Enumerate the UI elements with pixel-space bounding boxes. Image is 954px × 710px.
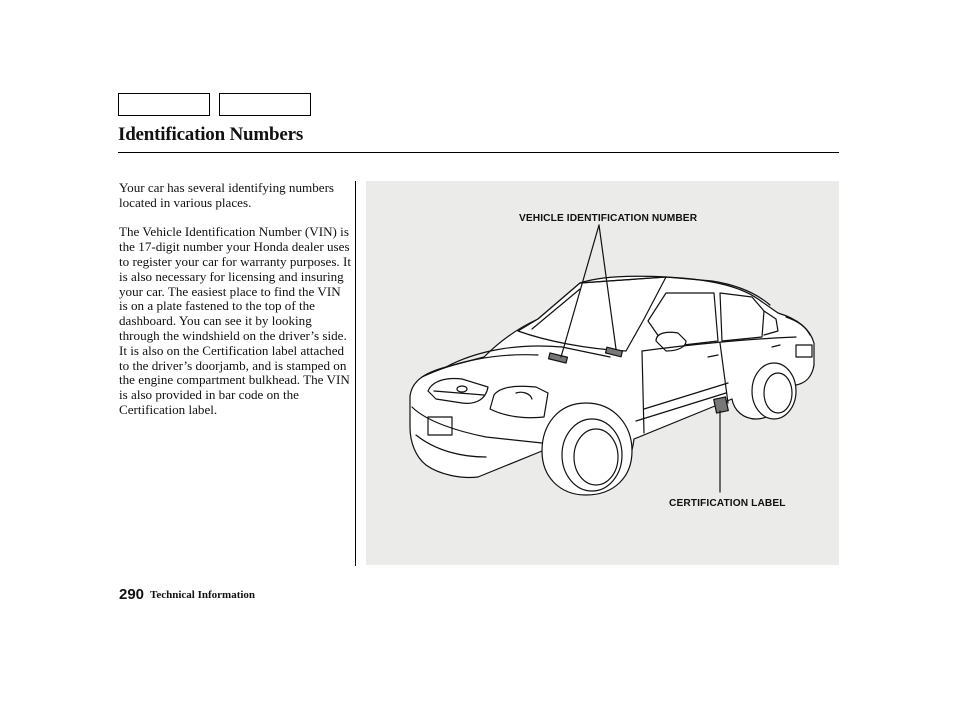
front-wheel <box>542 403 632 495</box>
page-number: 290 <box>119 586 145 603</box>
vin-callout-label: VEHICLE IDENTIFICATION NUMBER <box>519 213 698 224</box>
vin-location-figure <box>366 181 839 565</box>
certification-label-marker <box>714 397 729 413</box>
nav-tab-previous[interactable] <box>118 93 210 116</box>
certification-callout-label: CERTIFICATION LABEL <box>669 498 786 509</box>
intro-paragraph: Your car has several identifying numbers located in various places. <box>119 180 335 210</box>
title-divider <box>118 152 839 153</box>
column-divider <box>355 181 356 566</box>
rear-wheel <box>752 363 796 419</box>
headlight <box>490 386 548 417</box>
body-text <box>119 181 351 433</box>
vin-paragraph: The Vehicle Identification Number (VIN) is the 17-digit number your Honda dealer uses to register your car for warranty purposes. It is also necessary for licensing and insuring your car. The easiest place to find the VIN is on a plate fastened to the top of the dashboard. You can see it by looking through the windshield on the driver’s side. It is also on the Certification label attached to the driver’s doorjamb, and is stamped on the engine compartment bulkhead. The VIN is also provided in bar code on the Certification label. <box>119 224 351 417</box>
nav-tab-next[interactable] <box>219 93 311 116</box>
section-name[interactable]: Technical Information <box>150 589 256 601</box>
page-title: Identification Numbers <box>118 124 304 145</box>
page-footer <box>119 586 255 604</box>
